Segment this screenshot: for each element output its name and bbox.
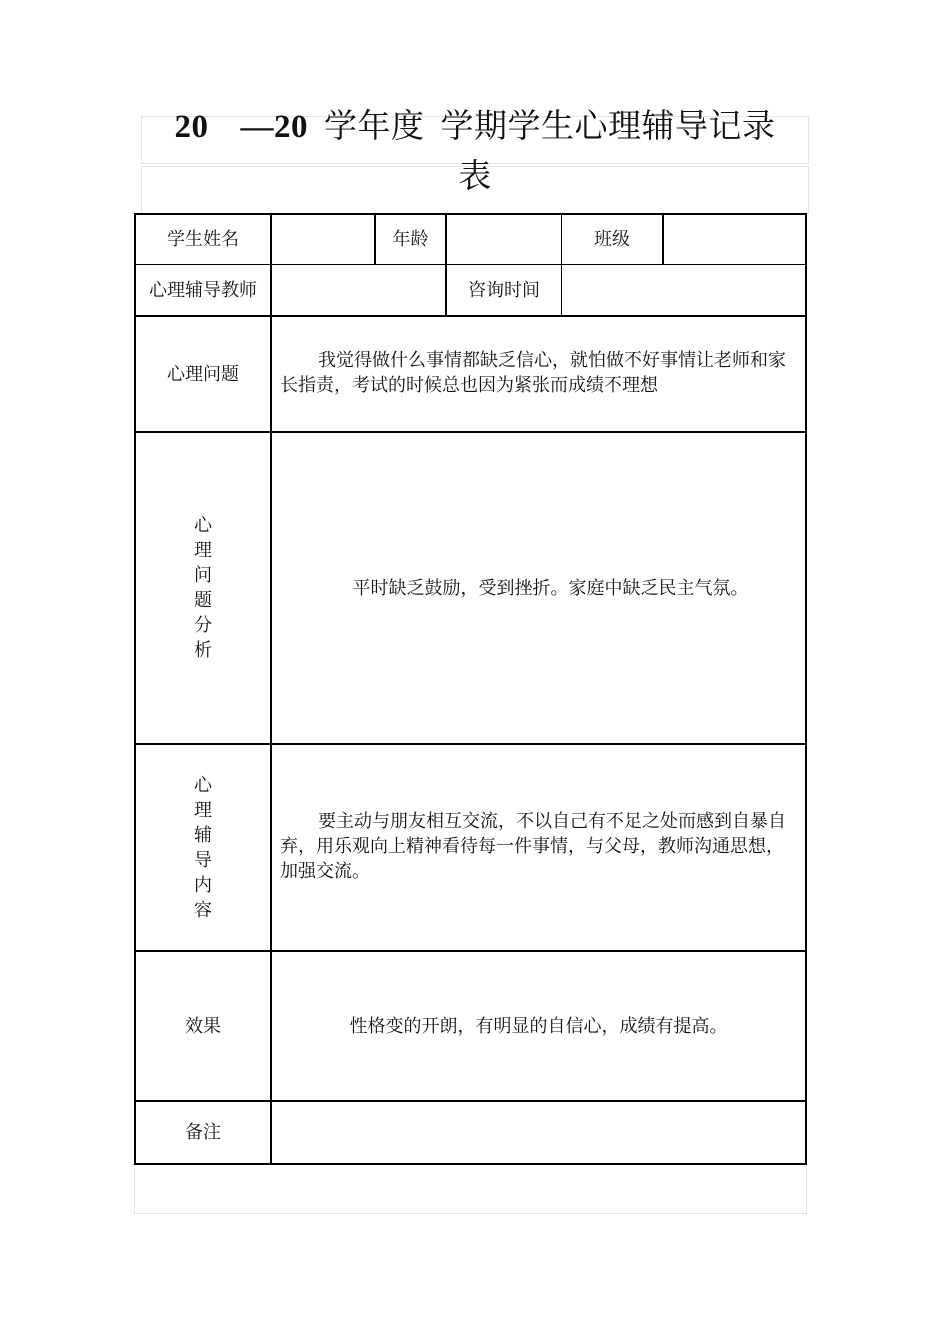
guidance-label-char: 理 xyxy=(194,799,212,821)
guidance-text: 要主动与朋友相互交流，不以自己有不足之处而感到自暴自弃，用乐观向上精神看待每一件事情，与父母，教师沟通思想，加强交流。 xyxy=(280,811,786,882)
analysis-label-char: 理 xyxy=(194,540,212,561)
student-name-field[interactable] xyxy=(272,215,374,264)
guidance-label-char: 内 xyxy=(194,874,212,896)
page-title-line2: 表 xyxy=(458,156,492,195)
analysis-label-char: 心 xyxy=(194,515,212,536)
analysis-label xyxy=(136,433,270,743)
class-field[interactable] xyxy=(664,215,805,264)
title-year-start: 20 xyxy=(174,109,209,145)
title-school-year: 学年度 xyxy=(324,106,425,145)
guidance-label-char: 导 xyxy=(194,849,212,871)
counseling-record-table xyxy=(134,213,807,1165)
problem-text: 我觉得做什么事情都缺乏信心，就怕做不好事情让老师和家长指责，考试的时候总也因为紧张而成绩不理想 xyxy=(280,350,786,396)
page-title xyxy=(142,106,808,147)
guidance-label-char: 心 xyxy=(194,774,212,796)
remarks-label: 备注 xyxy=(185,1122,221,1143)
footer-frame xyxy=(134,1164,807,1214)
teacher-label: 心理辅导教师 xyxy=(149,279,257,301)
consult-time-field[interactable] xyxy=(562,265,805,315)
analysis-label-char: 题 xyxy=(194,590,212,611)
guidance-label-char: 辅 xyxy=(194,824,212,846)
class-label: 班级 xyxy=(594,229,630,250)
problem-label: 心理问题 xyxy=(167,363,239,385)
guidance-label xyxy=(136,745,270,950)
guidance-label-char: 容 xyxy=(194,899,212,921)
analysis-text: 平时缺乏鼓励，受到挫折。家庭中缺乏民主气氛。 xyxy=(352,577,749,599)
effect-text: 性格变的开朗，有明显的自信心，成绩有提高。 xyxy=(349,1015,728,1037)
consult-time-label: 咨询时间 xyxy=(468,279,540,301)
effect-label: 效果 xyxy=(185,1015,221,1037)
title-year-end: —20 xyxy=(240,109,308,145)
analysis-label-char: 分 xyxy=(194,615,212,636)
analysis-label-char: 问 xyxy=(194,565,212,586)
age-field[interactable] xyxy=(447,215,561,264)
analysis-label-char: 析 xyxy=(194,640,212,661)
age-label: 年龄 xyxy=(392,229,429,250)
title-record-name: 学期学生心理辅导记录 xyxy=(440,106,776,145)
remarks-field[interactable] xyxy=(272,1102,805,1163)
teacher-field[interactable] xyxy=(272,265,445,315)
student-name-label: 学生姓名 xyxy=(167,229,239,250)
guidance-label-vertical xyxy=(194,773,212,923)
analysis-label-vertical xyxy=(194,513,212,663)
